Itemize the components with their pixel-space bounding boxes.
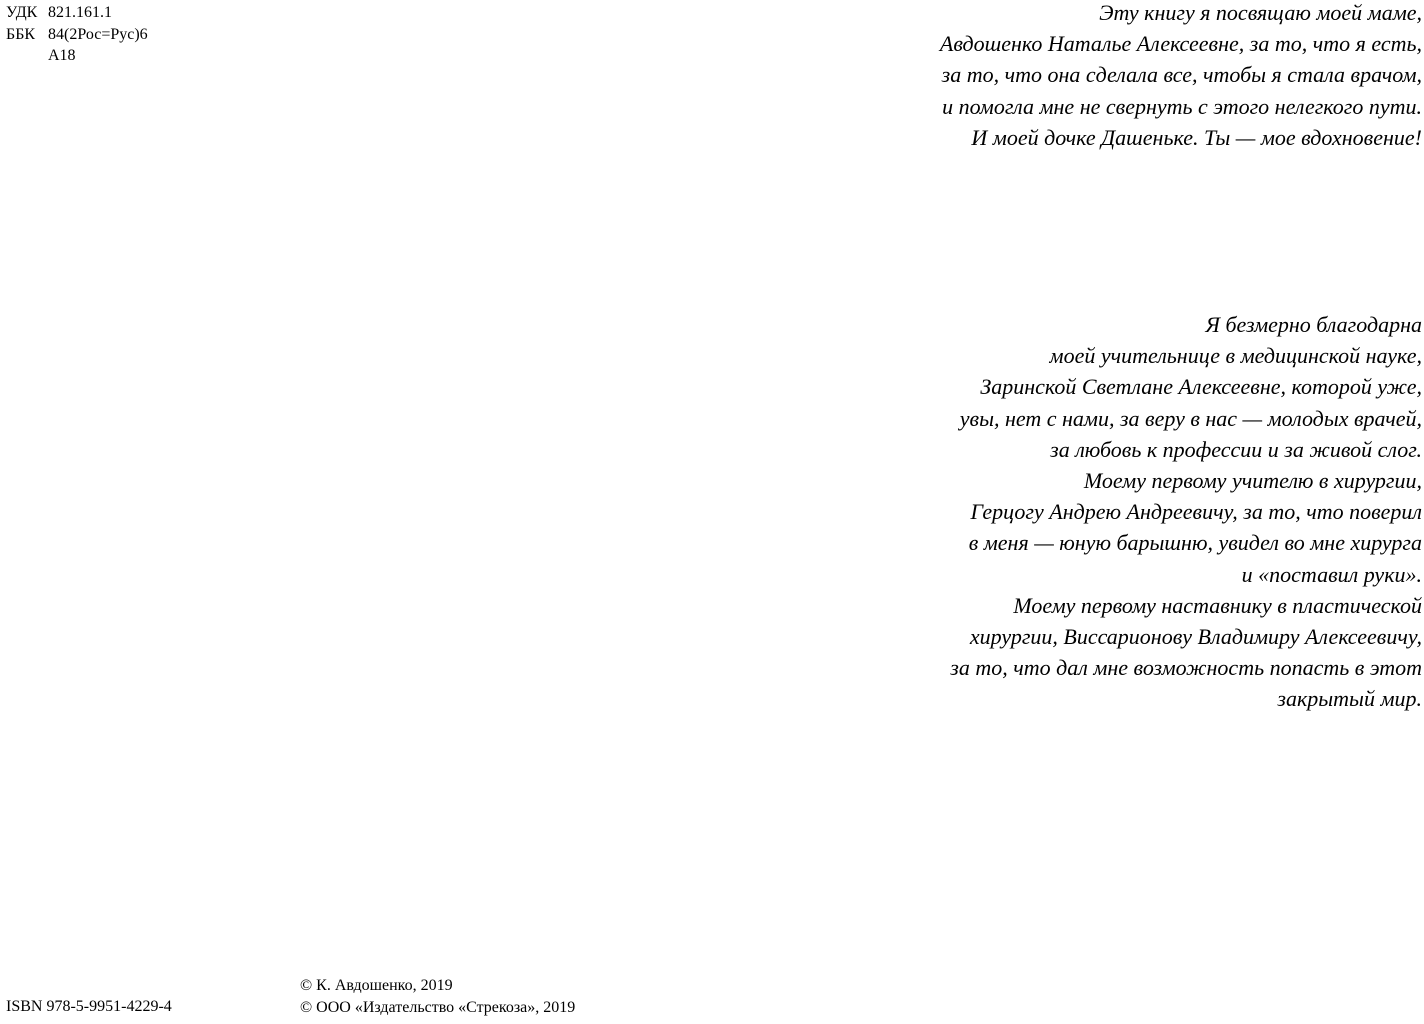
gratitude-line: в меня — юную барышню, увидел во мне хирурга — [968, 530, 1422, 556]
catalog-indices — [6, 2, 148, 67]
dedication-line: и помогла мне не свернуть с этого нелегкого пути. — [942, 93, 1422, 119]
bbk-row — [6, 24, 148, 46]
gratitude-line: Заринской Светлане Алексеевне, которой уже, — [980, 374, 1422, 400]
gratitude-line: Я безмерно благодарна — [1205, 312, 1422, 337]
gratitude-line: за любовь к профессии и за живой слог. — [1050, 436, 1422, 462]
dedication-mother — [940, 0, 1422, 153]
gratitude-line: и «поставил руки». — [1241, 561, 1422, 587]
gratitude-text — [950, 309, 1422, 715]
dedication-line: за то, что она сделала все, чтобы я стала врачом, — [941, 62, 1422, 88]
gratitude-line: за то, что дал мне возможность попасть в этот — [950, 655, 1422, 681]
udk-row — [6, 2, 148, 24]
udk-value: 821.161.1 — [48, 4, 112, 21]
copyright-notices — [300, 975, 575, 1018]
author-mark: А18 — [48, 47, 76, 64]
dedication-line: Эту книгу я посвящаю моей маме, — [1099, 0, 1422, 25]
copyright-author: © К. Авдошенко, 2019 — [300, 977, 453, 994]
isbn: ISBN 978-5-9951-4229-4 — [6, 998, 172, 1015]
gratitude-line: моей учительнице в медицинской науке, — [1049, 343, 1422, 369]
bbk-value: 84(2Рос=Рус)6 — [48, 25, 148, 43]
gratitude-line: Моему первому учителю в хирургии, — [1083, 468, 1422, 494]
copyright-publisher: © ООО «Издательство «Стрекоза», 2019 — [300, 998, 576, 1016]
bbk-label: ББК — [6, 25, 36, 43]
udk-label: УДК — [6, 4, 38, 21]
gratitude-line: хирургии, Виссарионову Владимиру Алексеевичу, — [969, 624, 1422, 650]
gratitude-line: увы, нет с нами, за веру в нас — молодых врачей, — [959, 405, 1422, 431]
dedication-line: Авдошенко Наталье Алексеевне, за то, что я есть, — [939, 31, 1422, 57]
dedication-line: И моей дочке Дашеньке. Ты — мое вдохновение! — [971, 124, 1422, 150]
gratitude-line: закрытый мир. — [1277, 686, 1422, 712]
gratitude-line: Герцогу Андрею Андреевичу, за то, что поверил — [970, 499, 1422, 525]
gratitude-line: Моему первому наставнику в пластической — [1013, 592, 1422, 618]
